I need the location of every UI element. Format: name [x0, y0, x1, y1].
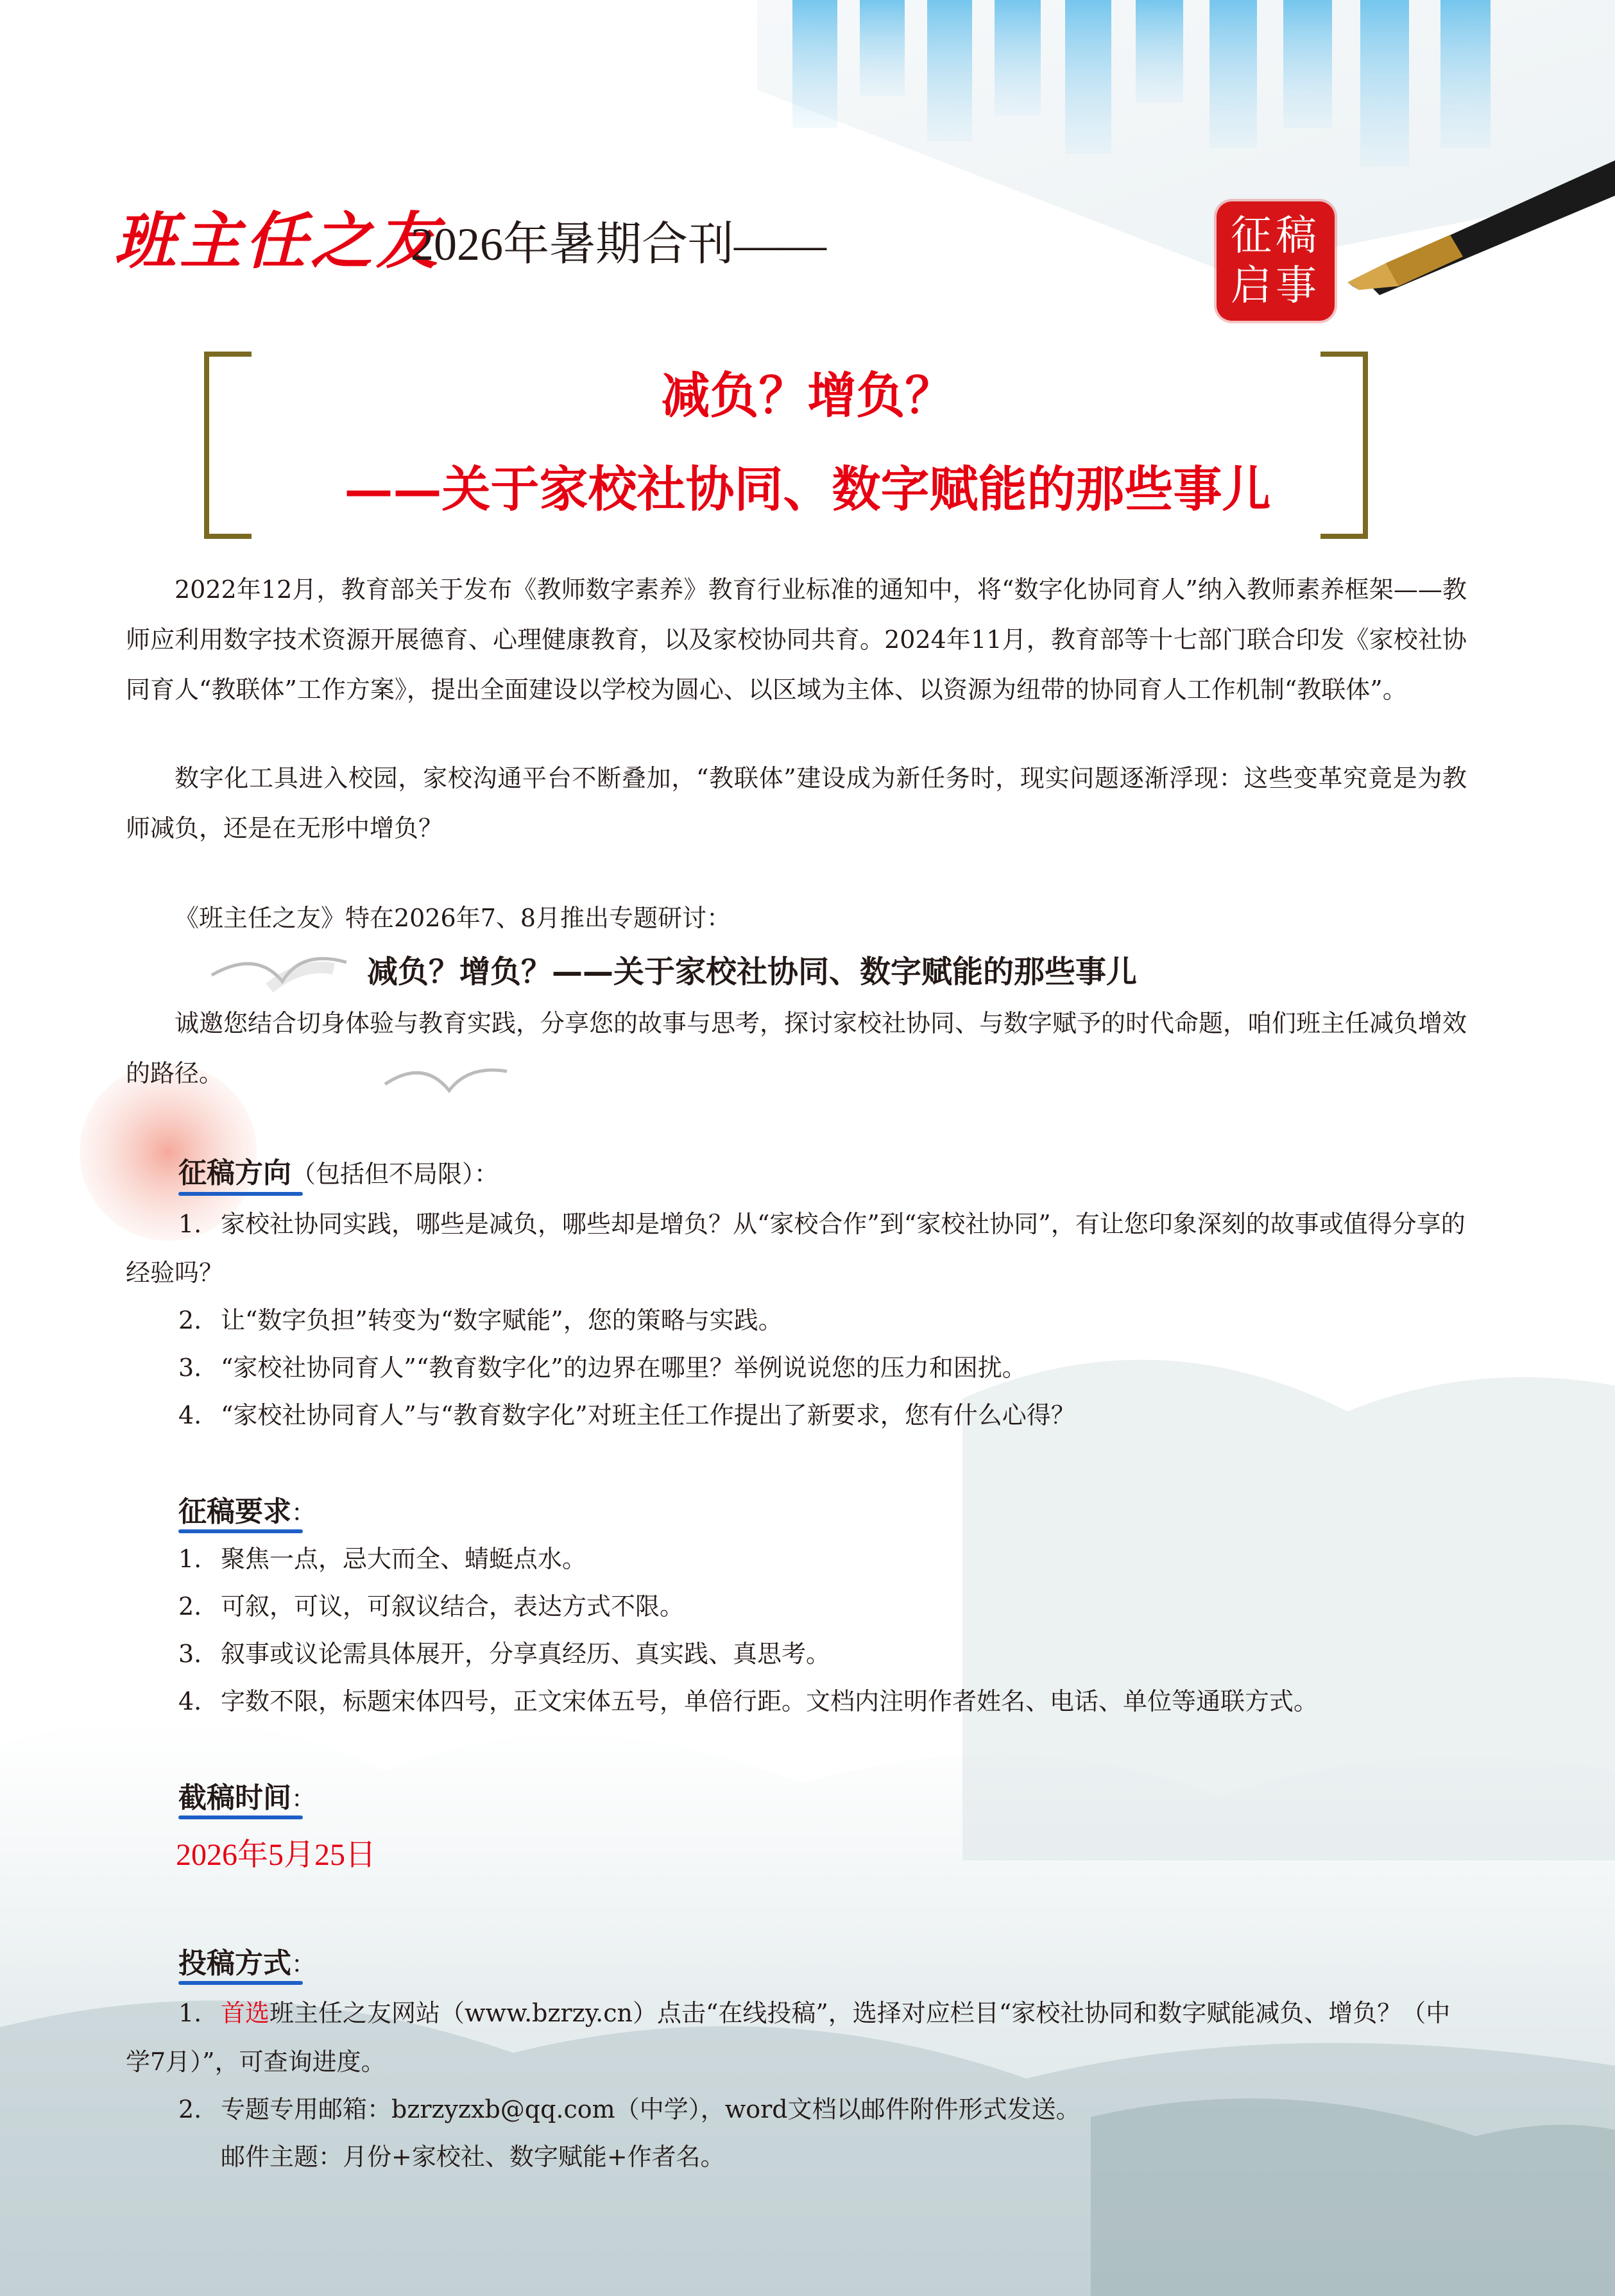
submission-heading — [178, 1940, 316, 1981]
directions-suffix: （包括但不局限）： — [291, 1160, 499, 1188]
directions-heading — [178, 1150, 499, 1191]
requirement-item-4 — [126, 1677, 1467, 1726]
topic-headline: 减负？增负？——关于家校社协同、数字赋能的那些事儿 — [367, 954, 1138, 990]
direction-item-1 — [126, 1200, 1467, 1297]
intro-paragraph-2: 数字化工具进入校园，家校沟通平台不断叠加，“教联体”建设成为新任务时，现实问题逐渐浮现：这些变革究竟是为教师减负，还是在无形中增负？ — [126, 764, 1467, 842]
brand-logo: 班主任之友 — [114, 205, 441, 277]
requirement-item-4-num: 4. — [178, 1687, 202, 1715]
direction-item-1-num: 1. — [178, 1210, 202, 1238]
submission-item-1-num: 1. — [178, 1999, 202, 2027]
submission-item-2-text: 专题专用邮箱：bzrzyzxb@qq.com（中学），word文档以邮件附件形式发送。 — [221, 2095, 1081, 2123]
requirements-underline — [178, 1529, 303, 1533]
direction-item-2-num: 2. — [178, 1306, 202, 1334]
submission-email-subject: 邮件主题：月份+家校社、数字赋能+作者名。 — [221, 2143, 725, 2171]
requirements-heading — [178, 1488, 316, 1529]
requirement-item-1 — [126, 1535, 1467, 1583]
submission-item-1-text: 班主任之友网站（www.bzrzy.cn）点击“在线投稿”，选择对应栏目“家校社协同和数字赋能减负、增负？（中学7月）”，可查询进度。 — [126, 1999, 1451, 2076]
direction-item-4-text: “家校社协同育人”与“教育数字化”对班主任工作提出了新要求，您有什么心得？ — [221, 1401, 1075, 1429]
requirements-suffix: ： — [291, 1499, 316, 1527]
deadline-title: 截稿时间 — [178, 1782, 291, 1814]
submission-title: 投稿方式 — [178, 1947, 291, 1980]
direction-item-3 — [126, 1343, 1467, 1392]
direction-item-4 — [126, 1391, 1467, 1440]
requirement-item-3 — [126, 1629, 1467, 1678]
requirements-title: 征稿要求 — [178, 1495, 291, 1528]
direction-item-3-text: “家校社协同育人”“教育数字化”的边界在哪里？举例说说您的压力和困扰。 — [221, 1354, 1027, 1382]
seal-line-2: 启事 — [1231, 262, 1320, 310]
requirement-item-3-num: 3. — [178, 1640, 202, 1668]
directions-title: 征稿方向 — [178, 1157, 291, 1189]
deadline-heading — [178, 1774, 316, 1816]
direction-item-2-text: 让“数字负担”转变为“数字赋能”，您的策略与实践。 — [221, 1306, 783, 1334]
submission-item-2 — [126, 2085, 1467, 2134]
main-title-line-2: ——关于家校社协同、数字赋能的那些事儿 — [344, 461, 1271, 518]
submission-item-2-num: 2. — [178, 2095, 202, 2123]
intro-paragraph-4: 诚邀您结合切身体验与教育实践，分享您的故事与思考，探讨家校社协同、与数字赋予的时代命题，咱们班主任减负增效的路径。 — [126, 1009, 1467, 1087]
direction-item-2 — [126, 1296, 1467, 1345]
submission-underline — [178, 1981, 303, 1985]
requirement-item-2-text: 可叙，可议，可叙议结合，表达方式不限。 — [221, 1592, 685, 1620]
intro-paragraph-3: 《班主任之友》特在2026年7、8月推出专题研讨： — [175, 904, 731, 932]
requirement-item-3-text: 叙事或议论需具体展开，分享真经历、真实践、真思考。 — [221, 1640, 831, 1668]
submission-suffix: ： — [291, 1950, 316, 1978]
direction-item-4-num: 4. — [178, 1401, 202, 1429]
deadline-date: 2026年5月25日 — [176, 1838, 377, 1872]
bird-stroke — [269, 967, 334, 988]
requirement-item-2 — [126, 1582, 1467, 1631]
direction-item-3-num: 3. — [178, 1354, 202, 1382]
requirement-item-4-text: 字数不限，标题宋体四号，正文宋体五号，单倍行距。文档内注明作者姓名、电话、单位等通联方式。 — [221, 1687, 1319, 1715]
requirement-item-1-num: 1. — [178, 1545, 202, 1573]
requirement-item-1-text: 聚焦一点，忌大而全、蜻蜓点水。 — [221, 1545, 587, 1573]
deadline-underline — [178, 1816, 303, 1819]
submission-item-1 — [126, 1989, 1467, 2086]
directions-underline — [178, 1192, 303, 1196]
submission-preferred-highlight: 首选 — [221, 1999, 270, 2027]
intro-paragraph-1: 2022年12月，教育部关于发布《教师数字素养》教育行业标准的通知中，将“数字化协同育人”纳入教师素养框架——教师应利用数字技术资源开展德育、心理健康教育，以及家校协同共育。2024年11月，教育部等十七部门联合印发《家校社协同育人“教联体”工作方案》，提出全面建设以学校为圆心、以区域为主体、以资源为纽带的协同育人工作机制“教联体”。 — [126, 575, 1467, 704]
requirement-item-2-num: 2. — [178, 1592, 202, 1620]
deadline-suffix: ： — [291, 1785, 316, 1813]
call-for-papers-seal — [1217, 201, 1335, 321]
direction-item-1-text: 家校社协同实践，哪些是减负，哪些却是增负？从“家校合作”到“家校社协同”，有让您印象深刻的故事或值得分享的经验吗？ — [126, 1210, 1465, 1287]
seal-line-1: 征稿 — [1231, 212, 1320, 260]
main-title-line-1: 减负？增负？ — [661, 367, 954, 424]
issue-label: 2026年暑期合刊—— — [411, 219, 827, 270]
